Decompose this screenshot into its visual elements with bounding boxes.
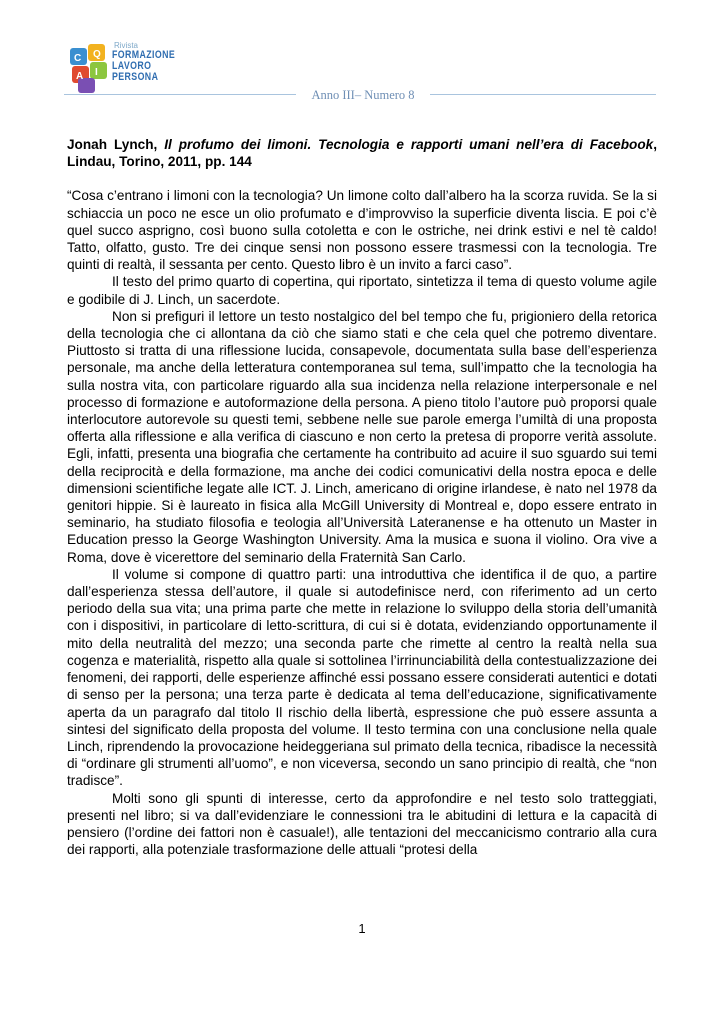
article-body — [67, 136, 657, 858]
issue-label: Anno III– Numero 8 — [311, 88, 415, 102]
paragraph-quote: “Cosa c’entrano i limoni con la tecnologia? Un limone colto dall’albero ha la scorza ruvida. Se la si schiaccia un poco ne esce un olio profumato e d’improvviso la superficie diventa liscia. E poi c’è quel succo asprigno, così buono sulla cotoletta e con le ostriche, nei drink estivi e nel tè caldo! Tatto, olfatto, gusto. Tre dei cinque sensi non possono essere trasmessi con la tecnologia. Tre quinti di realtà, il sessanta per cento. Questo libro è un invito a farci caso”. — [67, 188, 657, 273]
paragraph-3: Non si prefiguri il lettore un testo nostalgico del bel tempo che fu, prigioniero della retorica della tecnologia che ci allontana da ciò che siamo stati e che cela quel che potremo diventare. Piuttosto si tratta di una riflessione lucida, consapevole, documentata sulla base dell’esperienza personale, ma anche della letteratura contemporanea sul tema, sull’impatto che la tecnologia ha sulla nostra vita, con particolare riguardo alla sua incidenza nella relazione interpersonale e nel processo di formazione e autoformazione della persona. A pieno titolo l’autore può proporsi quale interlocutore autorevole su questi temi, sebbene nelle sue parole emerga l’umiltà di una proposta offerta alla riflessione e alla verifica di ciascuno e non certo la pretesa di proporre verità assolute. Egli, infatti, presenta una biografia che certamente ha contribuito ad acuire il suo sguardo sui temi della reciprocità e della formazione, ma anche dei codici comunicativi della nostra epoca e delle dimensioni scientifiche legate alle ICT. J. Linch, americano di origine irlandese, è nato nel 1978 da genitori hippie. Si è laureato in fisica alla McGill University di Montreal e, dopo essere entrato in seminario, ha studiato filosofia e teologia all’Università Lateranense e ha ottenuto un Master in Education presso la George Washington University. Ama la musica e suona il violino. Ora vive a Roma, dove è vicerettore del seminario della Fraternità San Carlo. — [67, 308, 657, 565]
review-author: Jonah Lynch, — [67, 137, 158, 152]
puzzle-logo-icon — [68, 42, 110, 94]
paragraph-2: Il testo del primo quarto di copertina, qui riportato, sintetizza il tema di questo volume agile e godibile di J. Linch, un sacerdote. — [67, 274, 657, 307]
header-rule-right — [430, 94, 656, 95]
svg-text:I: I — [95, 67, 98, 78]
svg-text:Q: Q — [93, 49, 101, 60]
logo-small-label: Rivista — [114, 41, 139, 50]
page-number: 1 — [358, 921, 366, 936]
logo-wordmark — [112, 42, 191, 83]
book-publisher: , Lindau, Torino, 2011, pp. 144 — [67, 137, 657, 170]
logo-line-3: PERSONA — [112, 71, 159, 83]
review-title — [67, 136, 657, 170]
svg-text:A: A — [76, 71, 84, 82]
svg-text:C: C — [74, 53, 82, 64]
paragraph-4: Il volume si compone di quattro parti: una introduttiva che identifica il de quo, a partire dall’esperienza stessa dell’autore, il quale si autodefinisce nerd, con riferimento ad un certo periodo della sua vita; una prima parte che mette in relazione lo sviluppo della storia dell’umanità con i dispositivi, in particolare di letto-scrittura, di cui si è dotata, evidenziando opportunamente il mito della neutralità del mezzo; una seconda parte che rimette al centro la realtà nella sua cogenza e materialità, rispetto alla quale si sottolinea l’irrinunciabilità della contestualizzazione dei fenomeni, dei rapporti, delle esperienze affinché essi possano essere considerati autentici e dotati di senso per la persona; una terza parte è dedicata al tema dell’educazione, significativamente aperta da un paragrafo dal titolo Il rischio della libertà, espressione che può essere assunta a sintesi del significato della proposta del volume. Il testo termina con una conclusione nella quale Linch, riprendendo la provocazione heideggeriana sul primato della tecnica, ribadisce la necessità di “ordinare gli strumenti all’uomo”, e non viceversa, secondo un sano principio di realtà, che “non tradisce”. — [67, 566, 657, 789]
header-rule-left — [64, 94, 296, 95]
book-title: Il profumo dei limoni. Tecnologia e rapporti umani nell’era di Facebook — [164, 137, 654, 152]
journal-logo — [68, 42, 198, 94]
paragraph-5: Molti sono gli spunti di interesse, certo da approfondire e nel testo solo tratteggiati, presenti nel libro; si va dall’evidenziare le connessioni tra le abitudini di lettura e la capacità di pensiero (l’ordine dei fattori non è casuale!), alle tentazioni del meccanicismo contrario alla cura dei rapporti, alla potenziale trasformazione delle attuali “protesi della — [67, 790, 657, 858]
logo-line-2: LAVORO — [112, 60, 152, 72]
logo-line-1: FORMAZIONE — [112, 49, 176, 61]
